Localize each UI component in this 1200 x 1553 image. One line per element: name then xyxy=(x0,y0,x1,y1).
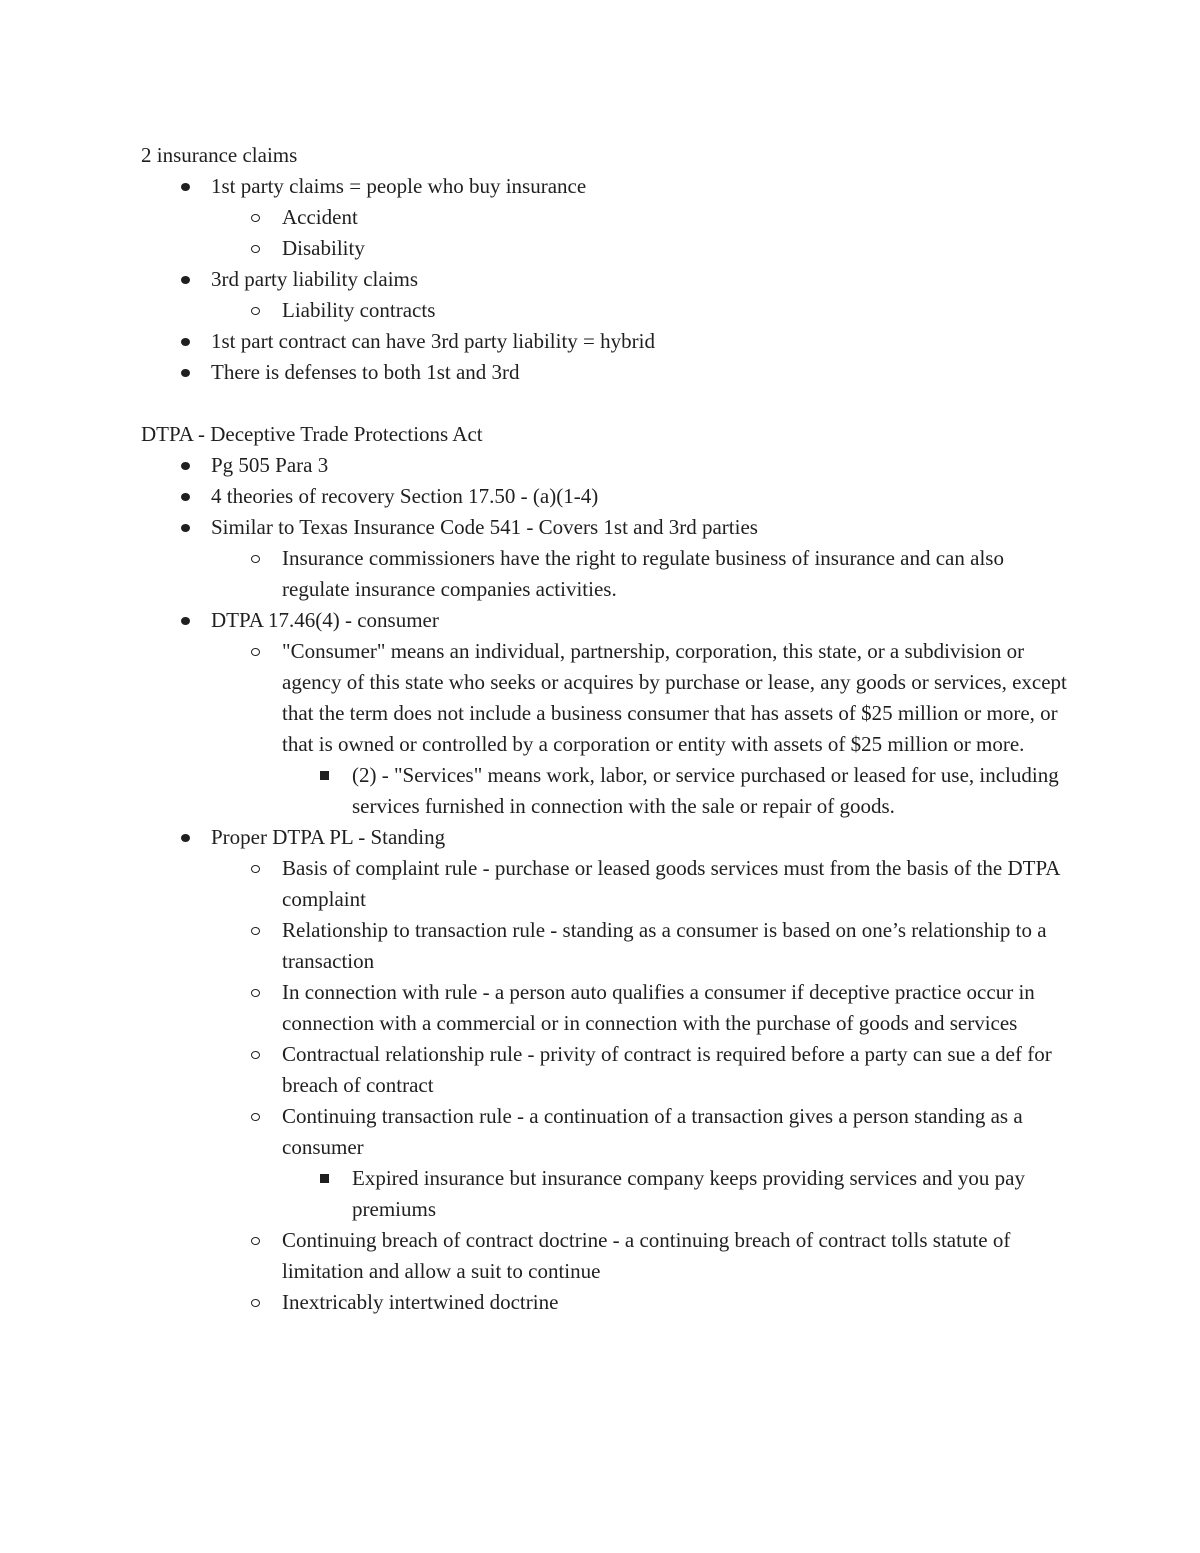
bullet-dot-icon xyxy=(178,357,192,388)
list-item-text: Pg 505 Para 3 xyxy=(211,453,329,477)
list-item xyxy=(141,326,1071,357)
dtpa-list xyxy=(141,450,1071,1318)
list-item xyxy=(141,1287,1071,1318)
section-heading-dtpa: DTPA - Deceptive Trade Protections Act xyxy=(141,422,483,446)
list-item xyxy=(141,915,1071,977)
list-item-text: 1st party claims = people who buy insurance xyxy=(211,174,587,198)
document-page xyxy=(141,140,1071,1318)
list-item xyxy=(141,1225,1071,1287)
bullet-square-icon xyxy=(317,760,331,791)
list-item-text: Relationship to transaction rule - standing as a consumer is based on one’s relationship to a transaction xyxy=(282,918,1047,973)
bullet-dot-icon xyxy=(178,822,192,853)
bullet-circle-icon xyxy=(248,1287,262,1318)
bullet-circle-icon xyxy=(248,295,262,326)
list-item xyxy=(141,295,1071,326)
bullet-circle-icon xyxy=(248,233,262,264)
list-item xyxy=(141,450,1071,481)
list-item-text: Proper DTPA PL - Standing xyxy=(211,825,446,849)
list-item xyxy=(141,171,1071,202)
list-item xyxy=(141,543,1071,605)
list-item-text: 4 theories of recovery Section 17.50 - (a)(1-4) xyxy=(211,484,599,508)
bullet-dot-icon xyxy=(178,264,192,295)
list-item-text: "Consumer" means an individual, partnership, corporation, this state, or a subdivision or agency of this state who seeks or acquires by purchase or lease, any goods or services, except that the term does not include a business consumer that has assets of $25 million or more, or that is owned or controlled by a corporation or entity with assets of $25 million or more. xyxy=(282,639,1067,756)
list-item xyxy=(141,760,1071,822)
bullet-circle-icon xyxy=(248,915,262,946)
list-item-text: Continuing transaction rule - a continuation of a transaction gives a person standing as a consumer xyxy=(282,1104,1023,1159)
list-item-text: Accident xyxy=(282,205,358,229)
list-item xyxy=(141,233,1071,264)
bullet-square-icon xyxy=(317,1163,331,1194)
section-heading-insurance-claims: 2 insurance claims xyxy=(141,143,298,167)
list-item-text: DTPA 17.46(4) - consumer xyxy=(211,608,439,632)
list-item-text: 1st part contract can have 3rd party liability = hybrid xyxy=(211,329,655,353)
bullet-dot-icon xyxy=(178,326,192,357)
bullet-circle-icon xyxy=(248,636,262,667)
list-item-text: Similar to Texas Insurance Code 541 - Covers 1st and 3rd parties xyxy=(211,515,758,539)
bullet-circle-icon xyxy=(248,1101,262,1132)
list-item xyxy=(141,357,1071,388)
bullet-dot-icon xyxy=(178,171,192,202)
bullet-dot-icon xyxy=(178,512,192,543)
list-item xyxy=(141,822,1071,853)
bullet-circle-icon xyxy=(248,202,262,233)
list-item xyxy=(141,605,1071,636)
bullet-circle-icon xyxy=(248,853,262,884)
list-item-text: There is defenses to both 1st and 3rd xyxy=(211,360,520,384)
bullet-circle-icon xyxy=(248,977,262,1008)
list-item-text: (2) - "Services" means work, labor, or service purchased or leased for use, including services furnished in connection with the sale or repair of goods. xyxy=(352,763,1059,818)
bullet-dot-icon xyxy=(178,605,192,636)
list-item xyxy=(141,1163,1071,1225)
list-item xyxy=(141,202,1071,233)
list-item-text: Disability xyxy=(282,236,365,260)
list-item xyxy=(141,1039,1071,1101)
list-item-text: Basis of complaint rule - purchase or leased goods services must from the basis of the DTPA complaint xyxy=(282,856,1060,911)
list-item-text: Continuing breach of contract doctrine - a continuing breach of contract tolls statute of limitation and allow a suit to continue xyxy=(282,1228,1011,1283)
bullet-circle-icon xyxy=(248,1225,262,1256)
list-item xyxy=(141,481,1071,512)
list-item xyxy=(141,977,1071,1039)
list-item-text: Expired insurance but insurance company keeps providing services and you pay premiums xyxy=(352,1166,1025,1221)
list-item xyxy=(141,636,1071,760)
bullet-circle-icon xyxy=(248,1039,262,1070)
insurance-claims-list xyxy=(141,171,1071,388)
bullet-dot-icon xyxy=(178,481,192,512)
list-item-text: Insurance commissioners have the right to regulate business of insurance and can also regulate insurance companies activities. xyxy=(282,546,1004,601)
list-item xyxy=(141,264,1071,295)
list-item-text: In connection with rule - a person auto qualifies a consumer if deceptive practice occur in connection with a commercial or in connection with the purchase of goods and services xyxy=(282,980,1035,1035)
list-item xyxy=(141,853,1071,915)
list-item xyxy=(141,512,1071,543)
bullet-circle-icon xyxy=(248,543,262,574)
list-item-text: Contractual relationship rule - privity of contract is required before a party can sue a def for breach of contract xyxy=(282,1042,1052,1097)
list-item-text: Inextricably intertwined doctrine xyxy=(282,1290,559,1314)
list-item xyxy=(141,1101,1071,1163)
list-item-text: 3rd party liability claims xyxy=(211,267,419,291)
bullet-dot-icon xyxy=(178,450,192,481)
paragraph-spacer xyxy=(141,388,1071,419)
list-item-text: Liability contracts xyxy=(282,298,436,322)
